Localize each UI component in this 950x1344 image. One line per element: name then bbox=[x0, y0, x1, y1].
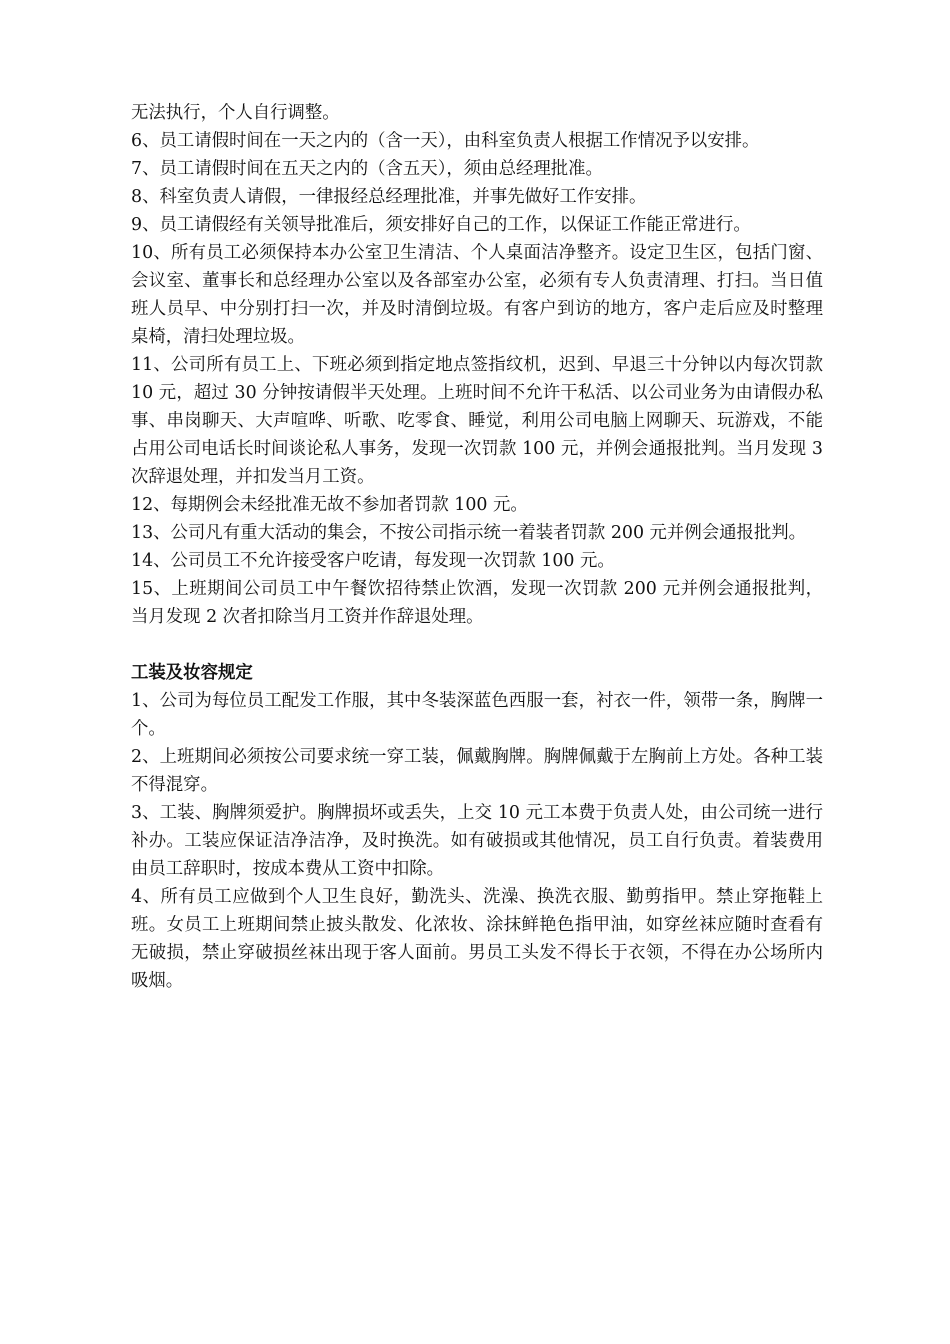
rule-item-6: 6、员工请假时间在一天之内的（含一天），由科室负责人根据工作情况予以安排。 bbox=[131, 131, 760, 151]
rule-item-11: 11、公司所有员工上、下班必须到指定地点签指纹机，迟到、早退三十分钟以内每次罚款 10 元，超过 30 分钟按请假半天处理。上班时间不允许干私活、以公司业务为由请假办私事、串岗聊天、大声喧哗、听歌、吃零食、睡觉，利用公司电脑上网聊天、玩游戏，不能占用公司电话长时间谈论私人事务，发现一次罚款 100 元，并例会通报批判。当月发现 3 次辞退处理，并扣发当月工资。 bbox=[131, 355, 823, 487]
paragraph-continuation: 无法执行，个人自行调整。 bbox=[131, 103, 340, 123]
rule-item-8: 8、科室负责人请假，一律报经总经理批准，并事先做好工作安排。 bbox=[131, 187, 647, 207]
section-heading-uniform: 工装及妆容规定 bbox=[131, 663, 253, 683]
rule-item-13: 13、公司凡有重大活动的集会，不按公司指示统一着装者罚款 200 元并例会通报批判。 bbox=[131, 523, 807, 543]
rule-item-7: 7、员工请假时间在五天之内的（含五天），须由总经理批准。 bbox=[131, 159, 603, 179]
rule-item-15: 15、上班期间公司员工中午餐饮招待禁止饮酒，发现一次罚款 200 元并例会通报批判，当月发现 2 次者扣除当月工资并作辞退处理。 bbox=[131, 579, 823, 627]
document-body bbox=[131, 99, 823, 995]
rule-item-9: 9、员工请假经有关领导批准后，须安排好自己的工作，以保证工作能正常进行。 bbox=[131, 215, 751, 235]
uniform-item-2: 2、上班期间必须按公司要求统一穿工装，佩戴胸牌。胸牌佩戴于左胸前上方处。各种工装不得混穿。 bbox=[131, 747, 823, 795]
rule-item-10: 10、所有员工必须保持本办公室卫生清洁、个人桌面洁净整齐。设定卫生区，包括门窗、会议室、董事长和总经理办公室以及各部室办公室，必须有专人负责清理、打扫。当日值班人员早、中分别打扫一次，并及时清倒垃圾。有客户到访的地方，客户走后应及时整理桌椅，清扫处理垃圾。 bbox=[131, 243, 823, 347]
section-spacer bbox=[131, 631, 823, 659]
uniform-item-3: 3、工装、胸牌须爱护。胸牌损坏或丢失，上交 10 元工本费于负责人处，由公司统一进行补办。工装应保证洁净洁净，及时换洗。如有破损或其他情况，员工自行负责。着装费用由员工辞职时，按成本费从工资中扣除。 bbox=[131, 803, 823, 879]
rule-item-12: 12、每期例会未经批准无故不参加者罚款 100 元。 bbox=[131, 495, 528, 515]
uniform-item-4: 4、所有员工应做到个人卫生良好，勤洗头、洗澡、换洗衣服、勤剪指甲。禁止穿拖鞋上班。女员工上班期间禁止披头散发、化浓妆、涂抹鲜艳色指甲油，如穿丝袜应随时查看有无破损，禁止穿破损丝袜出现于客人面前。男员工头发不得长于衣领，不得在办公场所内吸烟。 bbox=[131, 887, 823, 991]
uniform-item-1: 1、公司为每位员工配发工作服，其中冬装深蓝色西服一套，衬衣一件，领带一条，胸牌一个。 bbox=[131, 691, 823, 739]
rule-item-14: 14、公司员工不允许接受客户吃请，每发现一次罚款 100 元。 bbox=[131, 551, 615, 571]
